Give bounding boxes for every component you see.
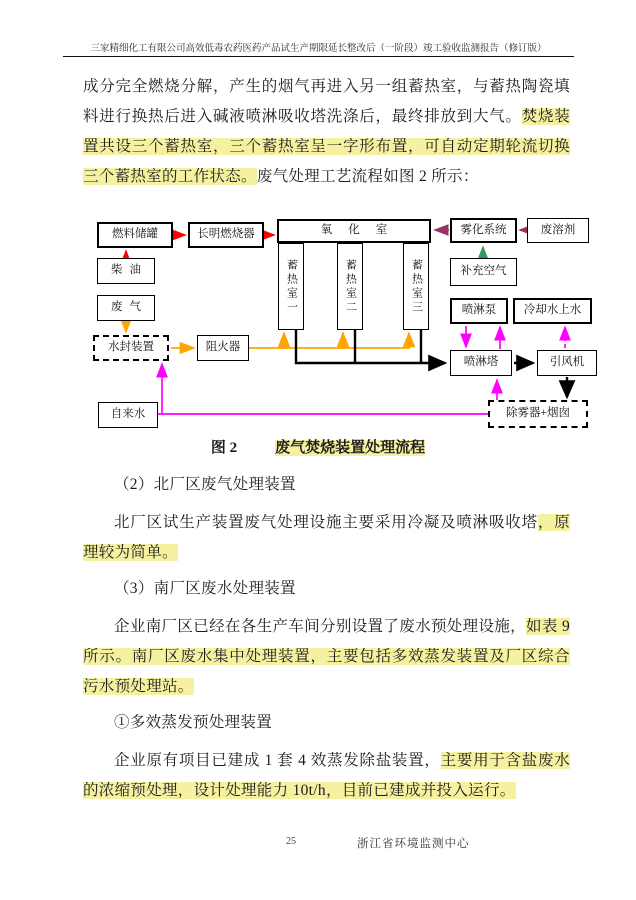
- figure-caption: [0, 437, 636, 459]
- body-text-upper: [83, 72, 570, 192]
- diagram-box-diesel: 柴油: [97, 258, 155, 284]
- diagram-box-tap-water: 自来水: [98, 402, 158, 428]
- diagram-box-pilot-burner: 长明燃烧器: [188, 222, 264, 248]
- diagram-box-regenerator-3: 蓄热室三: [403, 243, 429, 330]
- diagram-box-water-seal: 水封装置: [93, 335, 169, 361]
- text-segment: ，原理较为简单。: [83, 514, 570, 561]
- section-heading: （2）北厂区废气处理装置: [114, 476, 296, 493]
- text-segment: 废气处理工艺流程如图 2 所示：: [256, 168, 479, 185]
- diagram-box-oxidation-chamber: 氧化室: [277, 219, 431, 243]
- paragraph: [83, 612, 570, 702]
- text-segment: 企业南厂区已经在各生产车间分别设置了废水预处理设施，: [114, 618, 527, 635]
- diagram-box-atomization-system: 雾化系统: [450, 218, 517, 243]
- body-text-lower: [83, 470, 570, 806]
- paragraph: [83, 746, 570, 806]
- header-divider: [63, 56, 574, 57]
- section-heading: （3）南厂区废水处理装置: [114, 580, 296, 597]
- footer-organization: 浙江省环境监测中心: [357, 838, 470, 850]
- diagram-box-makeup-air: 补充空气: [450, 258, 517, 286]
- diagram-box-fuel-tank: 燃料储罐: [97, 222, 173, 248]
- text-segment: 如表 9 所示。南厂区废水集中处理装置，主要包括多效蒸发装置及厂区综合污水预处理站。: [83, 618, 570, 695]
- text-segment: 主要用于含盐废水的浓缩预处理，设计处理能力 10t/h，目前已建成并投入运行。: [83, 752, 571, 799]
- paragraph: [83, 72, 570, 192]
- text-segment: 北厂区试生产装置废气处理设施主要采用冷凝及喷淋吸收塔: [114, 514, 538, 531]
- diagram-box-spray-pump: 喷淋泵: [450, 298, 508, 324]
- figure-title: 废气焚烧装置处理流程: [275, 440, 426, 456]
- diagram-box-stack-outlet: 除雾器+烟囱: [488, 400, 588, 428]
- paragraph: [83, 508, 570, 568]
- page-number: 25: [286, 836, 296, 847]
- figure-label: 图 2: [210, 440, 238, 456]
- diagram-box-flame-arrester: 阻火器: [197, 335, 249, 361]
- diagram-box-regenerator-2: 蓄热室二: [337, 243, 363, 330]
- diagram-box-waste-gas: 废气: [97, 295, 155, 321]
- text-segment: 焚烧装置共设三个蓄热室，三个蓄热室呈一字形布置，可自动定期轮流切换三个蓄热室的工作状态。: [83, 108, 570, 185]
- diagram-box-regenerator-1: 蓄热室一: [278, 243, 304, 330]
- text-segment: 成分完全燃烧分解，产生的烟气再进入另一组蓄热室，与蓄热陶瓷填料进行换热后进入碱液喷淋吸收塔洗涤后，最终排放到大气。: [83, 78, 570, 125]
- diagram-box-induced-draft-fan: 引风机: [537, 350, 597, 376]
- diagram-box-waste-solvent: 废溶剂: [527, 218, 589, 243]
- text-segment: 企业原有项目已建成 1 套 4 效蒸发除盐装置，: [114, 752, 441, 769]
- diagram-box-spray-tower: 喷淋塔: [450, 350, 512, 376]
- page-header-title: 三家精细化工有限公司高效低毒农药医药产品试生产期限延长整改后（一阶段）竣工验收监测报告（修订版）: [90, 44, 547, 54]
- diagram-box-cooling-water-supply: 冷却水上水: [513, 298, 592, 324]
- section-heading: ①多效蒸发预处理装置: [114, 714, 273, 731]
